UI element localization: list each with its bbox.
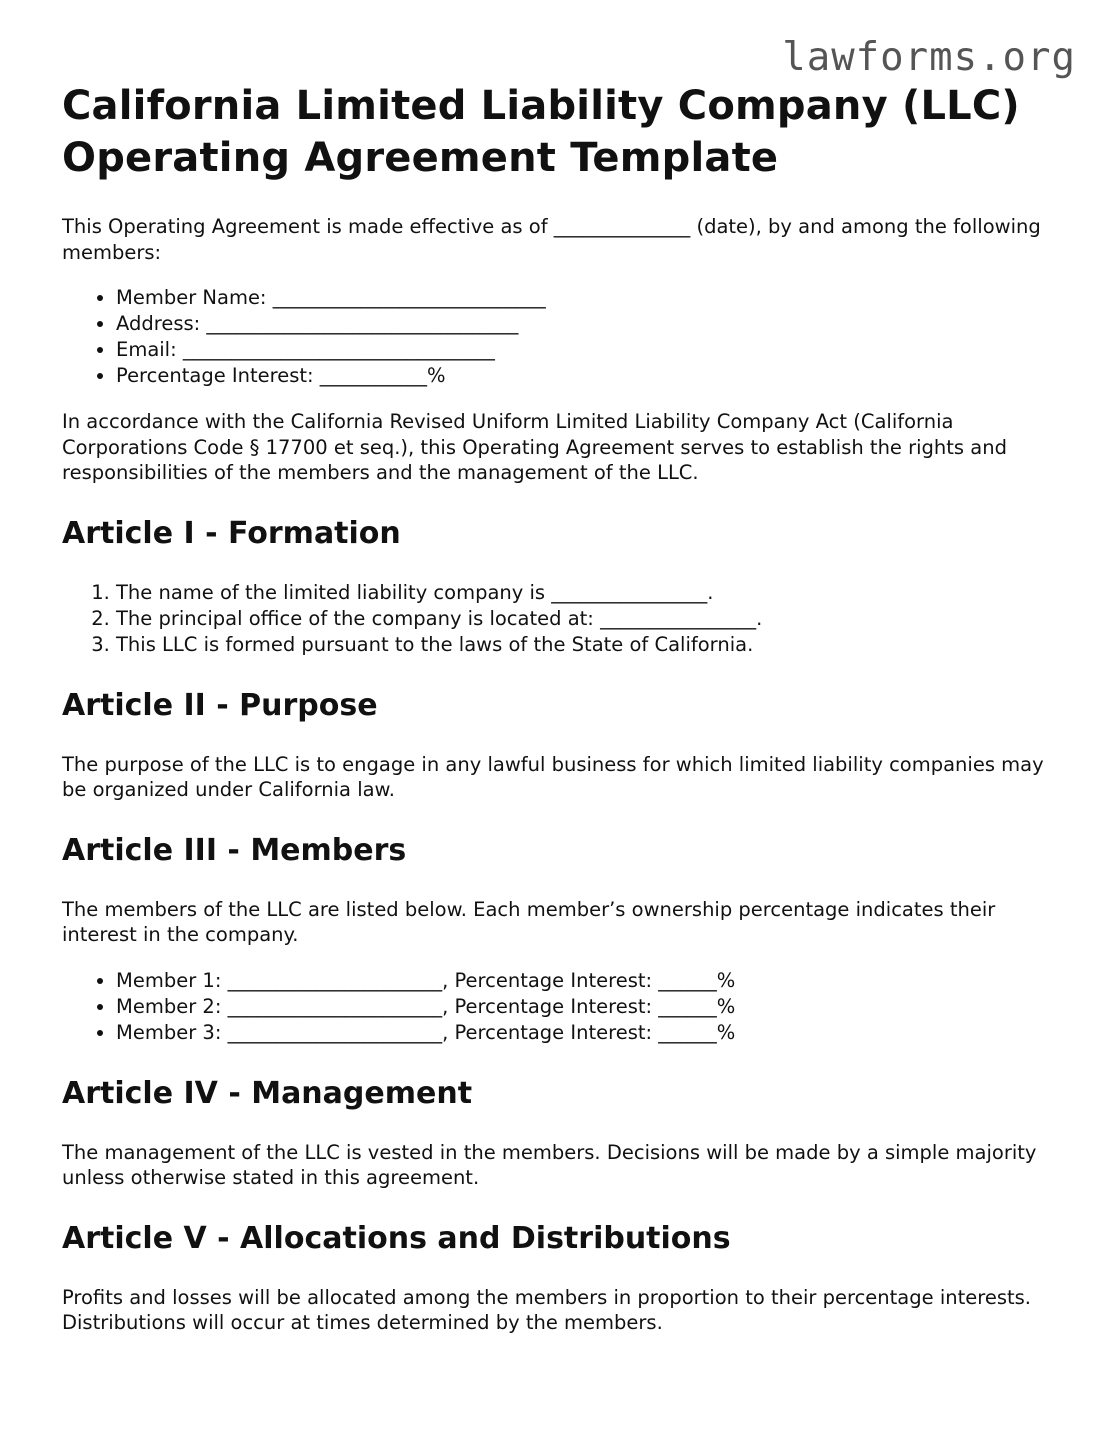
article-1-heading: Article I - Formation [62, 515, 401, 551]
article-5-heading: Article V - Allocations and Distributions [62, 1220, 731, 1256]
list-item: • Member 3: ______________________, Percentage Interest: ______% [116, 1020, 1062, 1046]
article-4-text: The management of the LLC is vested in the members. Decisions will be made by a simple majority unless otherwise stated in this agreement. [62, 1140, 1037, 1189]
article-3-members-list [62, 968, 1062, 1046]
list-item: 1. The name of the limited liability company is ________________. [116, 580, 1062, 606]
article-3-heading: Article III - Members [62, 832, 407, 868]
list-item: • Email: ________________________________ [116, 337, 1062, 363]
article-1-list [62, 580, 1062, 658]
document-title: California Limited Liability Company (LLC) Operating Agreement Template [62, 83, 1020, 181]
article-4-heading: Article IV - Management [62, 1075, 473, 1111]
list-item: • Member 2: ______________________, Percentage Interest: ______% [116, 994, 1062, 1020]
article-5-text: Profits and losses will be allocated among the members in proportion to their percentage interests. Distributions will occur at times determined by the members. [62, 1285, 1031, 1334]
list-item: • Member Name: ____________________________ [116, 285, 1062, 311]
accordance-paragraph: In accordance with the California Revised Uniform Limited Liability Company Act (California Corporations Code § 17700 et seq.), this Operating Agreement serves to establish the rights and responsibilities of the members and the management of the LLC. [62, 410, 1007, 484]
member-fields-list [62, 285, 1062, 389]
article-2-heading: Article II - Purpose [62, 687, 378, 723]
document-page [62, 80, 1062, 1356]
list-item: • Address: ________________________________ [116, 311, 1062, 337]
intro-paragraph: This Operating Agreement is made effective as of ______________ (date), by and among the following members: [62, 215, 1041, 264]
article-2-text: The purpose of the LLC is to engage in any lawful business for which limited liability companies may be organized under California law. [62, 752, 1044, 801]
article-3-text: The members of the LLC are listed below. Each member’s ownership percentage indicates their interest in the company. [62, 897, 996, 946]
watermark: lawforms.org [782, 35, 1076, 80]
list-item: • Member 1: ______________________, Percentage Interest: ______% [116, 968, 1062, 994]
list-item: • Percentage Interest: ___________% [116, 363, 1062, 389]
list-item: 2. The principal office of the company is located at: ________________. [116, 606, 1062, 632]
list-item: 3. This LLC is formed pursuant to the laws of the State of California. [116, 632, 1062, 658]
